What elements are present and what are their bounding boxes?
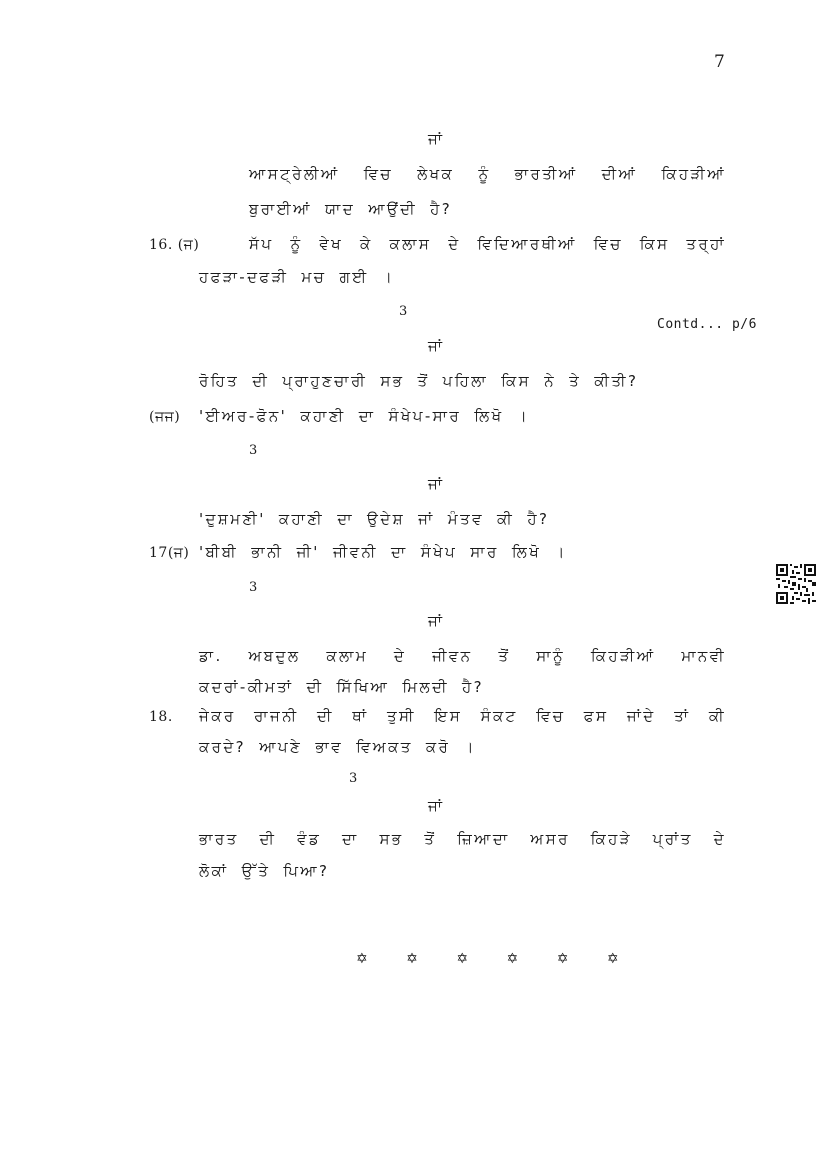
q17-alt-line-1: ਡਾ. ਅਬਦੁਲ ਕਲਾਮ ਦੇ ਜੀਵਨ ਤੋਂ ਸਾਨੂੰ ਕਿਹੜੀਆਂ ਮਾਨਵੀ bbox=[199, 647, 726, 665]
q18-alt-line-2: ਲੋਕਾਂ ਉੱਤੇ ਪਿਆ? bbox=[199, 862, 330, 880]
q16b-number: (ਜਜ) bbox=[149, 409, 181, 425]
q17-alt-line-2: ਕਦਰਾਂ-ਕੀਮਤਾਂ ਦੀ ਸਿੱਖਿਆ ਮਿਲਦੀ ਹੈ? bbox=[199, 678, 485, 696]
q16a-marks: 3 bbox=[399, 304, 408, 319]
q16a-alt-line: ਰੋਹਿਤ ਦੀ ਪ੍ਰਾਹੁਣਚਾਰੀ ਸਭ ਤੋਂ ਪਹਿਲਾ ਕਿਸ ਨੇ ਤੇ ਕੀਤੀ? bbox=[199, 372, 639, 390]
q17-or-label: ਜਾਂ bbox=[428, 612, 445, 630]
footer-stars: ✡ ✡ ✡ ✡ ✡ ✡ bbox=[356, 951, 636, 967]
q18-number: 18. bbox=[149, 709, 173, 725]
q16b-alt-line: 'ਦੁਸ਼ਮਣੀ' ਕਹਾਣੀ ਦਾ ਉਦੇਸ਼ ਜਾਂ ਮੰਤਵ ਕੀ ਹੈ? bbox=[199, 510, 550, 528]
q18-alt-line-1: ਭਾਰਤ ਦੀ ਵੰਡ ਦਾ ਸਭ ਤੋਂ ਜ਼ਿਆਦਾ ਅਸਰ ਕਿਹੜੇ ਪ੍ਰਾਂਤ ਦੇ bbox=[199, 830, 726, 848]
q17-number: 17(ਜ) bbox=[149, 545, 190, 561]
q15-or-label: ਜਾਂ bbox=[428, 130, 445, 148]
q15-alt-line-2: ਬੁਰਾਈਆਂ ਯਾਦ ਆਉਂਦੀ ਹੈ? bbox=[249, 200, 453, 218]
q16a-line-2: ਹਫੜਾ-ਦਫੜੀ ਮਚ ਗਈ । bbox=[199, 268, 395, 286]
q18-or-label: ਜਾਂ bbox=[428, 797, 445, 815]
q18-marks: 3 bbox=[349, 771, 358, 786]
continued-note: Contd... p/6 bbox=[657, 317, 757, 332]
page-number: 7 bbox=[714, 52, 725, 72]
q16a-or-label: ਜਾਂ bbox=[428, 337, 445, 355]
q18-line-2: ਕਰਦੇ? ਆਪਣੇ ਭਾਵ ਵਿਅਕਤ ਕਰੋ । bbox=[199, 738, 476, 756]
q17-marks: 3 bbox=[249, 580, 258, 595]
q16a-line-1: ਸੱਪ ਨੂੰ ਵੇਖ ਕੇ ਕਲਾਸ ਦੇ ਵਿਦਿਆਰਥੀਆਂ ਵਿਚ ਕਿਸ ਤਰ੍ਹਾਂ bbox=[249, 235, 726, 253]
q16b-marks: 3 bbox=[249, 443, 258, 458]
q15-alt-line-1: ਆਸਟ੍ਰੇਲੀਆਂ ਵਿਚ ਲੇਖਕ ਨੂੰ ਭਾਰਤੀਆਂ ਦੀਆਂ ਕਿਹੜੀਆਂ bbox=[249, 165, 726, 183]
q18-line-1: ਜੇਕਰ ਰਾਜਨੀ ਦੀ ਥਾਂ ਤੁਸੀ ਇਸ ਸੰਕਟ ਵਿਚ ਫਸ ਜਾਂਦੇ ਤਾਂ ਕੀ bbox=[199, 707, 726, 725]
q16b-or-label: ਜਾਂ bbox=[428, 475, 445, 493]
qr-code-icon bbox=[776, 564, 816, 604]
q16b-line-1: 'ਈਅਰ-ਫੋਨ' ਕਹਾਣੀ ਦਾ ਸੰਖੇਪ-ਸਾਰ ਲਿਖੋ । bbox=[199, 407, 530, 425]
q16a-number: 16. (ਜ) bbox=[149, 237, 200, 253]
q17-line-1: 'ਬੀਬੀ ਭਾਨੀ ਜੀ' ਜੀਵਨੀ ਦਾ ਸੰਖੇਪ ਸਾਰ ਲਿਖੋ । bbox=[199, 543, 567, 561]
